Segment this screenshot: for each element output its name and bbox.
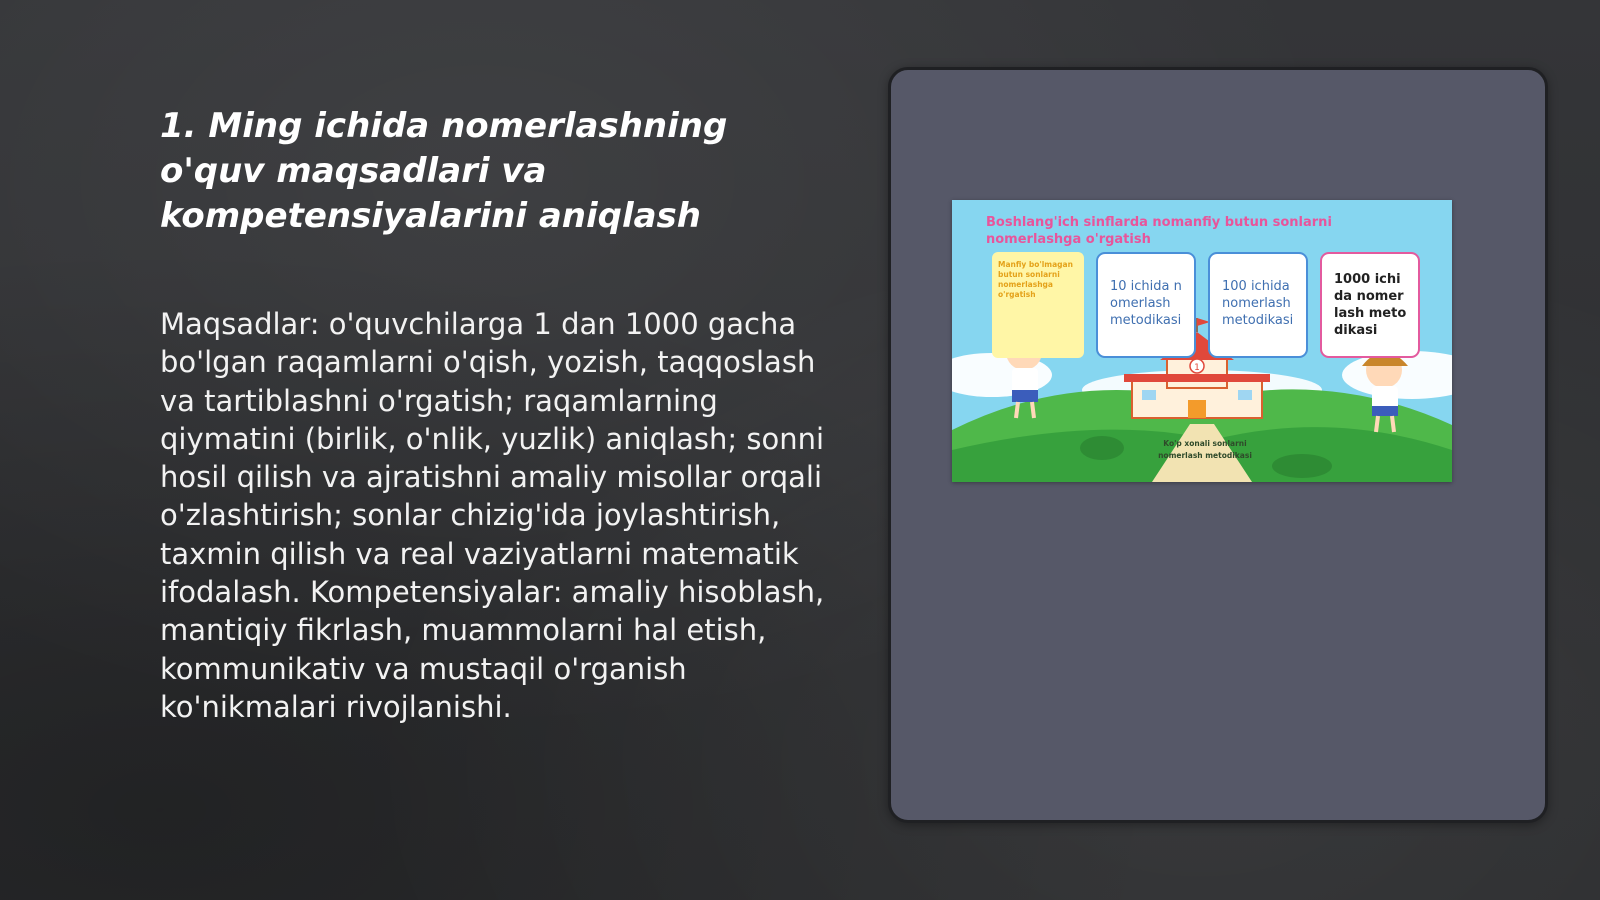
school-sign-text: 1 xyxy=(1194,363,1200,373)
illustration-note-card: Manfiy bo'lmagan butun sonlarni nomerlashga o'rgatish xyxy=(992,252,1084,358)
slide-title: 1. Ming ichida nomerlashning o'quv maqsadlari va kompetensiyalarini aniqlash xyxy=(160,106,728,236)
lesson-illustration xyxy=(952,200,1452,482)
card-10-numbering: 10 ichida nomerlash metodikasi xyxy=(1096,252,1196,358)
card-1000-numbering: 1000 ichida nomerlash metodikasi xyxy=(1320,252,1420,358)
image-panel xyxy=(888,67,1548,823)
slide-body-text: Maqsadlar: o'quvchilarga 1 dan 1000 gacha bo'lgan raqamlarni o'qish, yozish, taqqoslash va tartiblashni o'rgatish; raqamlarning qiymatini (birlik, o'nlik, yuzlik) aniqlash; sonni hosil qilish va ajratishni amaliy misollar orqali o'zlashtirish; sonlar chizig'ida joylashtirish, taxmin qilish va real vaziyatlarni matematik ifodalash. Kompetensiyalar: amaliy hisoblash, mantiqiy fikrlash, muammolarni hal etish, kommunikativ va mustaqil o'rganish ko'nikmalari rivojlanishi. xyxy=(160,307,825,724)
card-100-numbering: 100 ichida nomerlash metodikasi xyxy=(1208,252,1308,358)
path-label: Ko'p xonali sonlarni nomerlash metodikasi xyxy=(1158,439,1252,460)
illustration-title: Boshlang'ich sinflarda nomanfiy butun sonlarni nomerlashga o'rgatish xyxy=(986,215,1332,247)
